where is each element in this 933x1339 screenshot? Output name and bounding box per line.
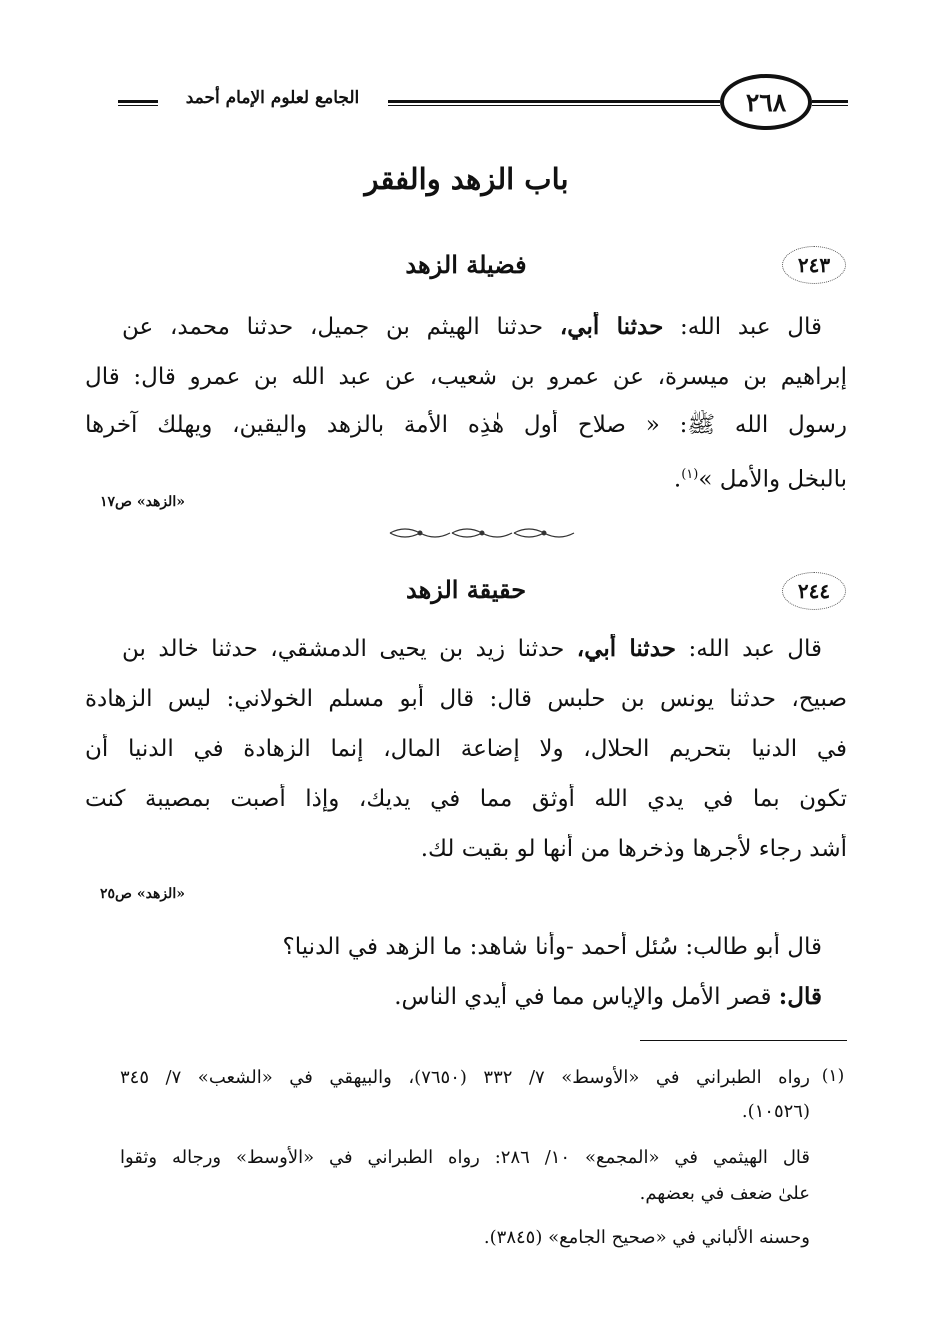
footnote-number: (١) <box>821 1066 845 1086</box>
section-title: حقيقة الزهد <box>405 575 527 604</box>
footnote-line: (١٠٥٢٦). <box>741 1101 810 1122</box>
text-line: قال عبد الله: حدثنا أبي، حدثنا زيد بن يحيى الدمشقي، حدثنا خالد بن <box>122 635 822 662</box>
header-rule-left <box>118 100 158 106</box>
text-line: قال: قصر الأمل والإياس مما في أيدي الناس. <box>394 983 822 1010</box>
text-line: قال عبد الله: حدثنا أبي، حدثنا الهيثم بن جميل، حدثنا محمد، عن <box>122 313 822 340</box>
running-header-title: الجامع لعلوم الإمام أحمد <box>185 88 360 108</box>
text-line: في الدنيا بتحريم الحلال، ولا إضاعة المال، إنما الزهادة في الدنيا أن <box>85 736 847 762</box>
footnote-line: قال الهيثمي في «المجمع» ١٠/ ٢٨٦: رواه الطبراني في «الأوسط» ورجاله وثقوا <box>120 1147 810 1168</box>
section-number-badge: ٢٤٤ <box>782 572 846 610</box>
footnote-line: رواه الطبراني في «الأوسط» ٧/ ٣٣٢ (٧٦٥٠)، والبيهقي في «الشعب» ٧/ ٣٤٥ <box>120 1067 810 1088</box>
header-rule-middle <box>388 100 720 106</box>
ornament-divider <box>380 524 580 542</box>
footnote-separator <box>640 1040 847 1041</box>
section-number-badge: ٢٤٣ <box>782 246 846 284</box>
text-line: إبراهيم بن ميسرة، عن عمرو بن شعيب، عن عبد الله بن عمرو قال: قال <box>85 364 847 390</box>
section-title: فضيلة الزهد <box>405 250 527 279</box>
text-line: بالبخل والأمل »$^{(١)}$. <box>673 466 847 493</box>
footnote-line: علىٰ ضعف في بعضهم. <box>639 1183 810 1204</box>
source-citation: «الزهد» ص١٧ <box>100 494 185 510</box>
footnote-marker[interactable]: (١) <box>681 467 699 482</box>
text-line: أشد رجاء لأجرها وذخرها من أنها لو بقيت لك. <box>420 836 847 862</box>
page-number: ٢٦٨ <box>720 74 812 130</box>
header-rule-right <box>812 100 848 106</box>
text-line: صبيح، حدثنا يونس بن حلبس قال: قال أبو مسلم الخولاني: ليس الزهادة <box>85 686 847 712</box>
chapter-title: باب الزهد والفقر <box>364 162 569 196</box>
source-citation: «الزهد» ص٢٥ <box>100 886 185 902</box>
text-line: تكون بما في يدي الله أوثق مما في يديك، وإذا أصبت بمصيبة كنت <box>85 786 847 812</box>
footnote-line: وحسنه الألباني في «صحيح الجامع» (٣٨٤٥). <box>483 1227 810 1248</box>
text-line: رسول الله ﷺ: « صلاح أول هٰذِه الأمة بالزهد واليقين، ويهلك آخرها <box>85 412 847 438</box>
text-line: قال أبو طالب: سُئل أحمد -وأنا شاهد: ما الزهد في الدنيا؟ <box>282 934 822 960</box>
